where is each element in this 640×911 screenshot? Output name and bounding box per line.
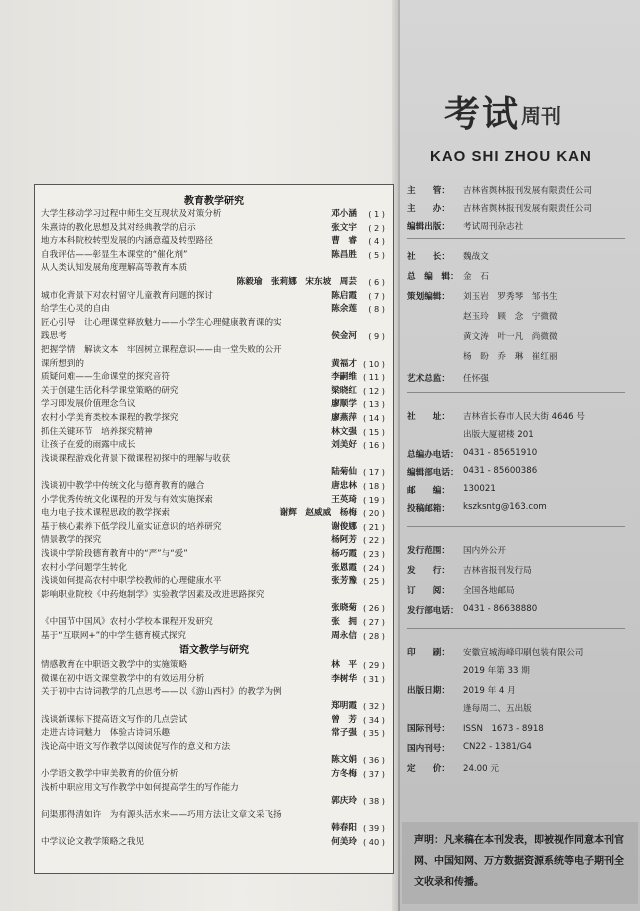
toc-entry-title: 影响职业院校《中药炮制学》实验教学因素及改进思路探究: [41, 589, 265, 600]
toc-entry-page: ( 36 ): [362, 755, 385, 766]
toc-entry-page: ( 10 ): [362, 358, 385, 369]
toc-entry: [41, 221, 385, 235]
toc-entry-author: 陈启霞: [331, 290, 357, 301]
toc-entry-title: 关于创建生活化科学课堂策略的研究: [41, 385, 179, 396]
info-row-faxing: 发 行： 吉林省报刊发行局: [407, 566, 532, 576]
toc-entry-author: 杨巧霞: [331, 549, 357, 559]
toc-entry-author: 郑明霞: [331, 701, 357, 711]
toc-entry: [41, 835, 385, 849]
toc-entry-page: ( 32 ): [362, 701, 385, 711]
toc-entry-page: ( 7 ): [368, 290, 385, 301]
toc-entry-page: ( 11 ): [362, 372, 385, 383]
toc-entry: [41, 658, 385, 672]
toc-entry-page: ( 24 ): [362, 562, 385, 573]
toc-entry-title: 学习即发展价值理念刍议: [41, 399, 136, 410]
toc-section-title-2: 语文教学与研究: [179, 645, 249, 656]
toc-entry: [41, 588, 385, 602]
toc-entry-author: 张晓菊: [331, 603, 357, 614]
toc-entry: [41, 615, 385, 629]
toc-entry-title: 抓住关键环节 培养探究精神: [41, 426, 153, 437]
toc-entry-title: 中学议论文教学策略之我见: [41, 837, 145, 847]
toc-entry: [41, 370, 385, 384]
toc-entry: [41, 506, 385, 520]
toc-entry-title: 浅谈课程游戏化背景下微课程初探中的理解与收获: [41, 453, 231, 464]
toc-entry: [41, 465, 385, 479]
toc-entry-page: ( 29 ): [362, 660, 385, 671]
toc-entry-title: 把握学情 解读文本 牢固树立课程意识——由一堂失败的公开: [41, 345, 282, 355]
toc-entry-title: 匠心引导 让心理课堂释放魅力——小学生心理健康教育课的实: [41, 317, 282, 328]
toc-entry: [41, 479, 385, 493]
toc-entry-title: 质疑问难——生命课堂的探究音符: [41, 372, 170, 383]
toc-entry: [41, 547, 385, 561]
toc-entry-page: ( 34 ): [362, 714, 385, 725]
toc-entry-author: 张恩霞: [331, 562, 357, 573]
toc-entry: [41, 574, 385, 588]
toc-entry-author: 谢辉 赵威威 杨梅: [279, 508, 357, 519]
toc-entry-title: 城市化背景下对农村留守儿童教育问题的探讨: [41, 290, 213, 301]
toc-entry: [41, 452, 385, 466]
toc-entry: [41, 234, 385, 248]
masthead-pinyin: KAO SHI ZHOU KAN: [430, 148, 592, 165]
toc-entry-author: 侯金河: [331, 331, 357, 342]
toc-entry-author: 唐忠林: [331, 481, 357, 491]
divider: [407, 526, 625, 527]
toc-entry-title: 践思考: [41, 331, 67, 342]
toc-entry: [41, 561, 385, 575]
toc-entry-title: 基于“互联网+”的中学生德育模式探究: [41, 630, 187, 641]
divider: [407, 392, 625, 393]
toc-entry-author: 廖顺学: [331, 399, 357, 410]
toc-entry: [41, 357, 385, 371]
table-of-contents: [34, 184, 394, 874]
masthead-title: 考试: [444, 93, 521, 135]
toc-entry-author: 陈文娟: [331, 755, 357, 766]
toc-entry-page: ( 20 ): [362, 508, 385, 519]
toc-entry-page: ( 4 ): [368, 236, 385, 247]
info-row-shezhang: 社 长： 魏战文: [407, 252, 489, 262]
toc-entry-title: 大学生移动学习过程中师生交互现状及对策分析: [41, 209, 222, 219]
toc-entry-page: ( 17 ): [362, 467, 385, 478]
toc-entry-author: 曹 睿: [331, 236, 357, 247]
toc-entry-page: ( 37 ): [362, 769, 385, 779]
toc-entry-page: ( 27 ): [362, 617, 385, 627]
toc-entry-title: 问渠那得清如许 为有源头活水来——巧用方法让文章文采飞扬: [41, 809, 282, 820]
toc-entry-author: 陆菊仙: [331, 467, 357, 478]
toc-entry-title: 从人类认知发展角度理解高等教育本质: [41, 263, 188, 274]
toc-entry-title: 电力电子技术课程思政的教学探索: [41, 508, 170, 519]
info-row-zongbian-tel: 总编办电话： 0431 - 85651910: [407, 448, 538, 460]
toc-entry-author: 杨阿芳: [331, 535, 357, 546]
toc-entry-title: 地方本科院校转型发展的内涵意蕴及转型路径: [41, 236, 213, 247]
toc-entry-page: ( 14 ): [362, 413, 385, 423]
toc-entry-author: 周永信: [331, 630, 357, 641]
notice-text: 声明：凡来稿在本刊发表，即被视作同意本刊官网、中国知网、万方数据资源系统等电子期刊全文收录和传播。: [414, 835, 624, 888]
divider: [407, 238, 625, 239]
toc-entry-author: 谢俊娜: [331, 521, 357, 532]
toc-entry-title: 让孩子在爱的雨露中成长: [41, 440, 136, 451]
toc-entry-page: ( 13 ): [362, 399, 385, 410]
toc-entry: [41, 275, 385, 289]
divider: [407, 628, 625, 629]
toc-entry-author: 李树华: [331, 673, 357, 684]
toc-entry: [41, 794, 385, 808]
toc-entry-page: ( 35 ): [362, 728, 385, 739]
toc-entry-author: 黄福才: [331, 358, 357, 369]
toc-entry-author: 郭庆玲: [331, 796, 357, 807]
toc-entry: [41, 343, 385, 357]
toc-entry-author: 方冬梅: [331, 769, 357, 779]
toc-entry: [41, 685, 385, 699]
toc-entry-author: 张文宇: [331, 222, 357, 233]
info-row-youbian: 邮 编： 130021: [407, 484, 496, 496]
toc-entry-title: 浅论高中语文写作教学以阅读促写作的意义和方法: [41, 741, 231, 752]
toc-entry: [41, 384, 385, 398]
toc-entry-page: ( 25 ): [362, 576, 385, 587]
info-row-yinshua: 印 刷： 安徽宣城海峰印刷包装有限公司: [407, 648, 584, 658]
toc-entry-title: 朱熹诗的教化思想及其对经典教学的启示: [41, 222, 196, 233]
toc-entry-page: ( 26 ): [362, 603, 385, 614]
masthead-title-small: 周刊: [521, 104, 561, 128]
info-row-dinggou: 订 阅： 全国各地邮局: [407, 586, 515, 596]
toc-entry: [41, 425, 385, 439]
toc-entry-author: 陈余莲: [331, 304, 357, 315]
info-row-bianji: 编辑出版： 考试周刊杂志社: [407, 222, 524, 232]
toc-entry-author: 邓小涵: [331, 209, 357, 219]
toc-entry-author: 张芳豫: [331, 576, 357, 587]
toc-entry-title: 《中国节中国风》农村小学校本课程开发研究: [41, 617, 213, 627]
toc-entry-author: 何美玲: [331, 837, 357, 847]
toc-entry-page: ( 38 ): [362, 796, 385, 807]
toc-entry-title: 走进古诗词魅力 体验古诗词乐趣: [41, 728, 170, 739]
toc-entry: [41, 753, 385, 767]
info-row-zhubian: 总 编 辑： 金 石: [407, 272, 489, 282]
toc-entry-page: ( 16 ): [362, 440, 385, 451]
toc-entry-title: 情感教育在中职语文教学中的实施策略: [41, 660, 188, 671]
toc-entry-page: ( 1 ): [368, 209, 385, 219]
copyright-notice: [402, 822, 638, 904]
info-row-zhuban: 主 办： 吉林省舆林报刊发展有限责任公司: [407, 204, 592, 214]
toc-entry: [41, 316, 385, 330]
toc-entry: [41, 520, 385, 534]
toc-entry: [41, 248, 385, 262]
info-row-bianjibu-tel: 编辑部电话： 0431 - 85600386: [407, 466, 538, 478]
toc-entry-page: ( 6 ): [368, 277, 385, 287]
toc-entry-author: 林 平: [331, 660, 357, 671]
info-row-faxing-fanwei: 发行范围： 国内外公开: [407, 546, 506, 556]
toc-entry-page: ( 19 ): [362, 494, 385, 505]
toc-entry: [41, 821, 385, 835]
toc-entry-page: ( 22 ): [362, 535, 385, 546]
info-row-dingjia: 定 价： 24.00 元: [407, 764, 499, 774]
toc-entry-author: 王英琦: [331, 494, 357, 505]
info-row-issn: 国际刊号： ISSN 1673 - 8918: [407, 724, 544, 734]
toc-entry-author: 刘美好: [331, 440, 357, 451]
info-row-yishu: 艺术总监： 任怀强: [407, 374, 489, 384]
toc-entry-author: 廖燕萍: [331, 413, 357, 423]
toc-entry: [41, 329, 385, 343]
toc-entry: [41, 699, 385, 713]
toc-entry-author: 林文强: [331, 426, 357, 437]
toc-entry-title: 课所想到的: [41, 358, 84, 369]
info-row-shezhi: 社 址： 吉林省长春市人民大街 4646 号: [407, 412, 585, 422]
toc-entry-author: 韩春阳: [331, 823, 357, 834]
info-row-zhuguan: 主 管： 吉林省舆林报刊发展有限责任公司: [407, 186, 592, 196]
toc-entry-title: 浅谈中学阶段德育教育中的“严”与“爱”: [41, 549, 188, 559]
toc-entry-page: ( 18 ): [362, 481, 385, 491]
toc-section-title-1: 教育教学研究: [184, 196, 244, 207]
toc-entry: [41, 261, 385, 275]
toc-entry-title: 情景教学的探究: [41, 535, 102, 546]
toc-entry-title: 微课在初中语文课堂教学中的有效运用分析: [41, 673, 205, 684]
toc-entry-page: ( 40 ): [362, 837, 385, 847]
toc-entry-author: 常子强: [331, 728, 357, 739]
toc-entry: [41, 672, 385, 686]
toc-entry-page: ( 2 ): [368, 222, 385, 233]
info-row-cehua: 策划编辑： 刘玉岩 罗秀琴 邹书生: [407, 292, 558, 302]
toc-entry-page: ( 12 ): [362, 385, 385, 396]
toc-entry-author: 陈毅瑜 张莉娜 宋东坡 周芸: [236, 277, 357, 287]
toc-entry: [41, 493, 385, 507]
toc-entry: [41, 289, 385, 303]
toc-entry-page: ( 39 ): [362, 823, 385, 834]
toc-entry: [41, 808, 385, 822]
toc-entry-page: ( 21 ): [362, 521, 385, 532]
toc-entry: [41, 740, 385, 754]
toc-entry-page: ( 9 ): [368, 331, 385, 342]
toc-entry-author: 陈昌胜: [331, 249, 357, 260]
toc-entry: [41, 713, 385, 727]
toc-entry-page: ( 23 ): [362, 549, 385, 559]
toc-entry-title: 自我评估——彰显生本课堂的“催化剂”: [41, 249, 188, 260]
toc-entry: [41, 781, 385, 795]
toc-entry-page: ( 5 ): [368, 249, 385, 260]
info-row-tougao: 投稿邮箱： kszksntg@163.com: [407, 502, 547, 514]
toc-entry: [41, 726, 385, 740]
toc-entry-title: 浅析中职应用文写作教学中如何提高学生的写作能力: [41, 782, 239, 793]
toc-entry-title: 小学语文教学中审美教育的价值分析: [41, 769, 179, 779]
toc-entry: [41, 767, 385, 781]
toc-entry-title: 基于核心素养下低学段儿童实证意识的培养研究: [41, 521, 222, 532]
toc-entry-title: 浅谈新课标下提高语文写作的几点尝试: [41, 714, 188, 725]
toc-entry-page: ( 31 ): [362, 673, 385, 684]
toc-entry-author: 曾 芳: [331, 714, 357, 725]
info-row-cn: 国内刊号： CN22 - 1381/G4: [407, 742, 532, 754]
toc-entry: [41, 533, 385, 547]
toc-entry-title: 农村小学问题学生转化: [41, 562, 127, 573]
toc-entry-page: ( 8 ): [368, 304, 385, 315]
toc-entry: [41, 207, 385, 221]
toc-entry: [41, 601, 385, 615]
info-row-faxingbu: 发行部电话： 0431 - 86638880: [407, 604, 538, 616]
toc-entry-title: 浅谈初中教学中传统文化与德育教育的融合: [41, 481, 205, 491]
toc-entry: [41, 411, 385, 425]
toc-entry-title: 农村小学美育类校本课程的教学探究: [41, 413, 179, 423]
toc-entry-author: 李嗣维: [331, 372, 357, 383]
toc-entry-title: 浅谈如何提高农村中职学校教师的心理健康水平: [41, 576, 222, 587]
toc-entry: [41, 438, 385, 452]
info-row-chuban: 出版日期： 2019 年 4 月: [407, 686, 516, 696]
toc-entry-author: 张 拥: [331, 617, 357, 627]
toc-entry-page: ( 15 ): [362, 426, 385, 437]
toc-entry-title: 关于初中古诗词教学的几点思考——以《游山西村》的教学为例: [41, 687, 282, 698]
toc-entry: [41, 302, 385, 316]
toc-entry-title: 小学优秀传统文化课程的开发与有效实施探索: [41, 494, 213, 505]
toc-entry-author: 梁晓红: [331, 385, 357, 396]
toc-entry: [41, 397, 385, 411]
toc-entry-title: 给学生心灵的自由: [41, 304, 110, 315]
toc-entry-page: ( 28 ): [362, 630, 385, 641]
